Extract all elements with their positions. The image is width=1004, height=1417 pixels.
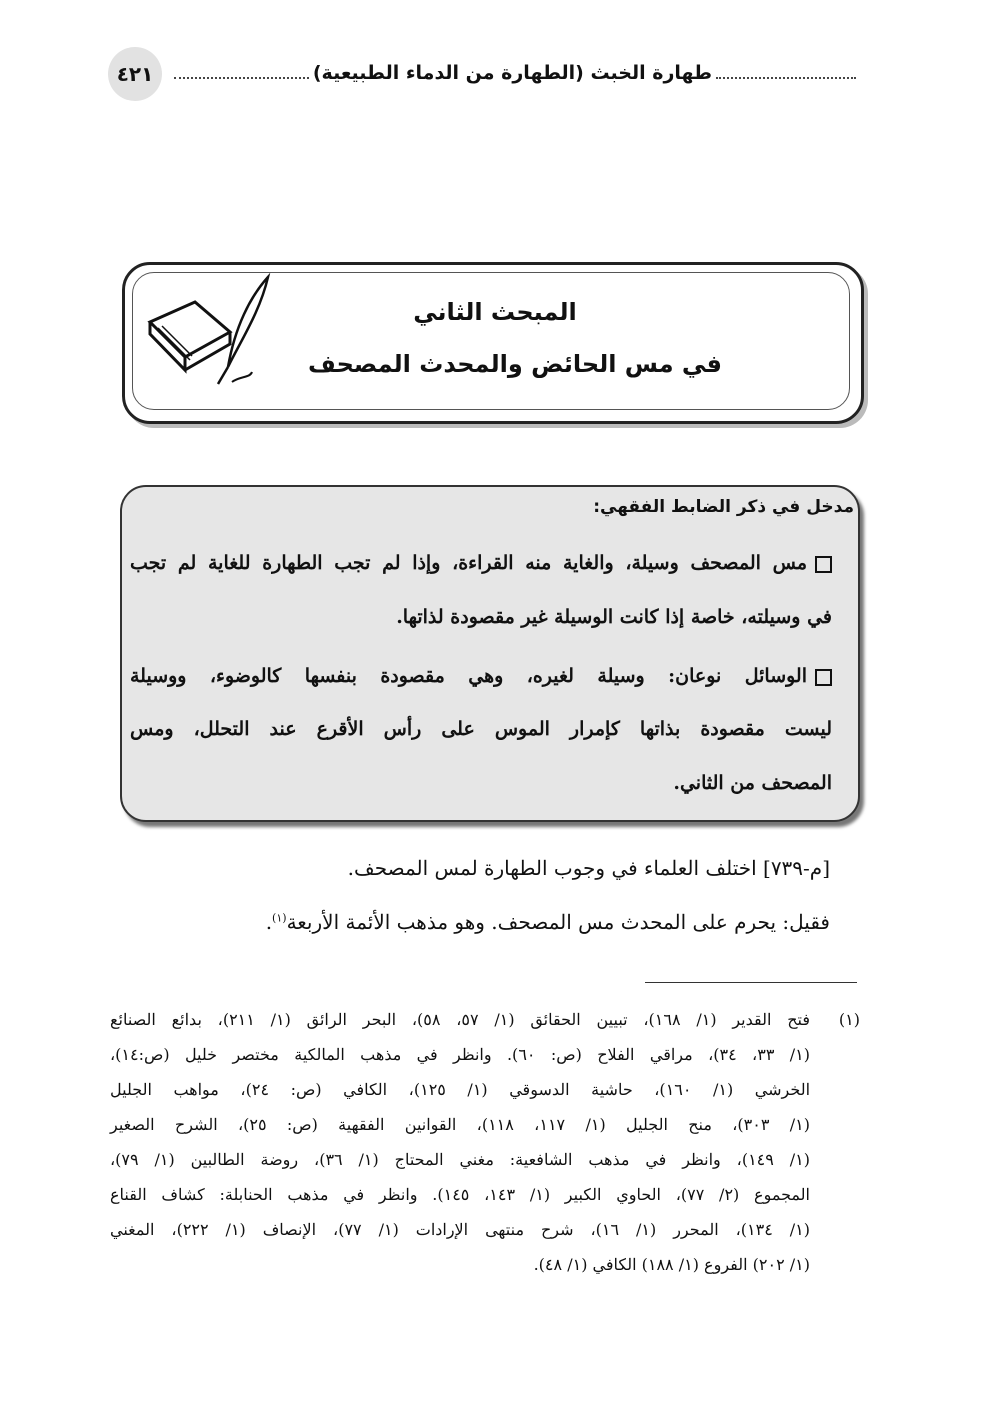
leader-dots [174, 77, 309, 79]
rule-box-heading: مدخل في ذكر الضابط الفقهي: [593, 497, 854, 517]
body-line: [م-٧٣٩] اختلف العلماء في وجوب الطهارة لمس المصحف. [347, 856, 830, 880]
footnote-separator [645, 982, 857, 983]
section-title: المبحث الثاني [413, 298, 577, 326]
checkbox-bullet-icon [815, 556, 832, 573]
footnote-line: (١/ ١٣٤)، المحرر (١/ ١٦)، شرح منتهى الإرادات (١/ ٧٧)، الإنصاف (١/ ٢٢٢)، المغني [110, 1220, 810, 1239]
checkbox-bullet-icon [815, 669, 832, 686]
footnote-line: الخرشي (١/ ١٦٠)، حاشية الدسوقي (١/ ١٢٥)، الكافي (ص: ٢٤)، مواهب الجليل [110, 1080, 811, 1099]
rule-text: الوسائل نوعان: وسيلة لغيره، وهي مقصودة بنفسها كالوضوء، ووسيلة [130, 665, 807, 687]
running-header [170, 58, 860, 88]
page-number: ٤٢١ [108, 47, 162, 101]
rule-text: مس المصحف وسيلة، والغاية منه القراءة، وإذا لم تجب الطهارة للغاية لم تجب [130, 552, 807, 574]
body-text: فقيل: يحرم على المحدث مس المصحف. وهو مذهب الأئمة الأربعة [286, 910, 830, 934]
footnote-line: (١/ ١٤٩)، وانظر في مذهب الشافعية: مغني المحتاج (١/ ٣٦)، روضة الطالبين (١/ ٧٩)، [110, 1150, 810, 1169]
rule-line: في وسيلته، خاصة إذا كانت الوسيلة غير مقصودة لذاتها. [396, 606, 832, 628]
rule-line [130, 552, 832, 574]
section-subtitle: في مس الحائض والمحدث المصحف [308, 350, 722, 378]
footnote-line: (١/ ٢٠٢) الفروع (١/ ١٨٨) الكافي (١/ ٤٨). [533, 1255, 810, 1274]
running-title: طهارة الخبث (الطهارة من الدماء الطبيعية) [312, 62, 712, 84]
footnote-line: (١/ ٣٠٣)، منح الجليل (١/ ١١٧، ١١٨)، القوانين الفقهية (ص: ٢٥)، الشرح الصغير [110, 1115, 810, 1134]
rule-line: المصحف من الثاني. [673, 772, 832, 794]
rule-line [130, 665, 832, 687]
leader-dots [716, 77, 856, 79]
footnote-line: المجموع (٢/ ٧٧)، الحاوي الكبير (١/ ١٤٣، ١٤٥). وانظر في مذهب الحنابلة: كشاف القناع [110, 1185, 810, 1204]
rule-line: ليست مقصودة بذاتها كإمرار الموس على رأس الأقرع عند التحلل، ومس [130, 718, 832, 740]
book-and-quill-icon [140, 272, 280, 392]
footnote-ref[interactable]: (١) [272, 911, 287, 925]
footnote-line: (١/ ٣٣، ٣٤)، مراقي الفلاح (ص: ٦٠). وانظر في مذهب المالكية مختصر خليل (ص:١٤)، [110, 1045, 811, 1064]
footnote-number: (١) [838, 1010, 860, 1029]
body-line: فقيل: يحرم على المحدث مس المصحف. وهو مذهب الأئمة الأربعة$^{(١)}$. [265, 910, 830, 934]
footnote-line: فتح القدير (١/ ١٦٨)، تبيين الحقائق (١/ ٥٧، ٥٨)، البحر الرائق (١/ ٢١١)، بدائع الصنائع [110, 1010, 810, 1029]
